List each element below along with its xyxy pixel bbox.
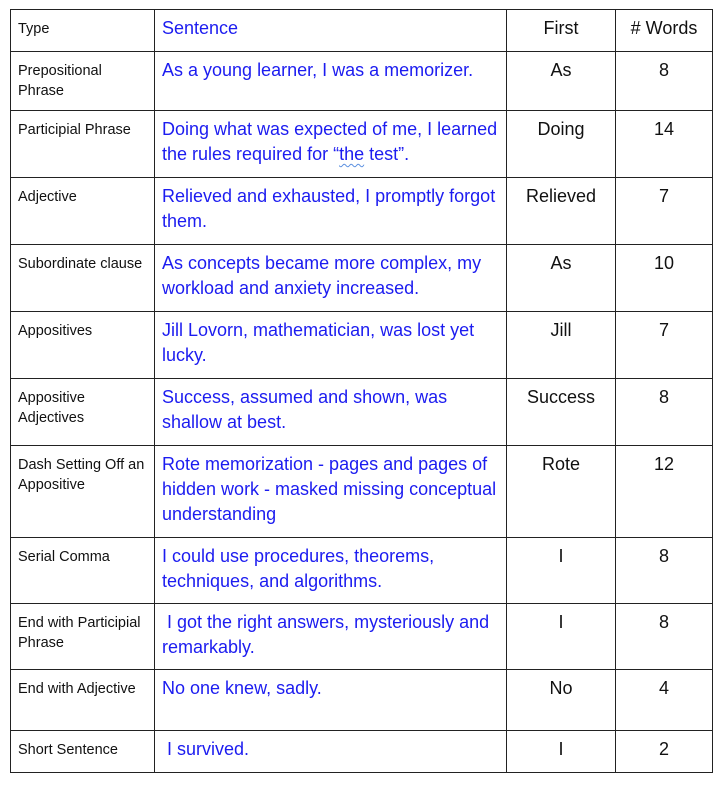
- word-count-cell[interactable]: 8: [616, 538, 713, 604]
- type-cell[interactable]: End with Participial Phrase: [11, 604, 155, 670]
- table-row: [11, 731, 713, 773]
- word-count-cell[interactable]: 4: [616, 670, 713, 731]
- first-word-cell[interactable]: No: [507, 670, 616, 731]
- type-cell[interactable]: Adjective: [11, 178, 155, 245]
- type-cell[interactable]: Short Sentence: [11, 731, 155, 773]
- header-type[interactable]: Type: [11, 10, 155, 52]
- sentence-text: test”.: [364, 144, 410, 164]
- sentence-cell[interactable]: No one knew, sadly.: [155, 670, 507, 731]
- first-word-cell[interactable]: I: [507, 538, 616, 604]
- sentence-cell[interactable]: Success, assumed and shown, was shallow at best.: [155, 379, 507, 446]
- sentence-cell[interactable]: As concepts became more complex, my workload and anxiety increased.: [155, 245, 507, 312]
- word-count-cell[interactable]: 7: [616, 178, 713, 245]
- sentence-cell[interactable]: Jill Lovorn, mathematician, was lost yet lucky.: [155, 312, 507, 379]
- type-cell[interactable]: Subordinate clause: [11, 245, 155, 312]
- table-row: [11, 245, 713, 312]
- first-word-cell[interactable]: Jill: [507, 312, 616, 379]
- sentence-cell[interactable]: Rote memorization - pages and pages of hidden work - masked missing conceptual understanding: [155, 446, 507, 538]
- sentence-cell[interactable]: As a young learner, I was a memorizer.: [155, 52, 507, 111]
- type-cell[interactable]: Dash Setting Off an Appositive: [11, 446, 155, 538]
- table-row: [11, 446, 713, 538]
- spellcheck-flagged-word[interactable]: the: [339, 144, 365, 164]
- type-cell[interactable]: Participial Phrase: [11, 111, 155, 178]
- first-word-cell[interactable]: I: [507, 731, 616, 773]
- type-cell[interactable]: Prepositional Phrase: [11, 52, 155, 111]
- word-count-cell[interactable]: 8: [616, 604, 713, 670]
- header-sentence[interactable]: Sentence: [155, 10, 507, 52]
- word-count-cell[interactable]: 8: [616, 52, 713, 111]
- header-row: [11, 10, 713, 52]
- table-row: [11, 111, 713, 178]
- table-row: [11, 52, 713, 111]
- sentence-cell[interactable]: I could use procedures, theorems, techniques, and algorithms.: [155, 538, 507, 604]
- sentence-cell[interactable]: I got the right answers, mysteriously and remarkably.: [155, 604, 507, 670]
- header-words[interactable]: # Words: [616, 10, 713, 52]
- sentence-cell[interactable]: Relieved and exhausted, I promptly forgot them.: [155, 178, 507, 245]
- word-count-cell[interactable]: 14: [616, 111, 713, 178]
- table-row: [11, 538, 713, 604]
- word-count-cell[interactable]: 8: [616, 379, 713, 446]
- word-count-cell[interactable]: 12: [616, 446, 713, 538]
- type-cell[interactable]: Serial Comma: [11, 538, 155, 604]
- sentence-text: Doing what was expected of me, I learned the rules required for “: [162, 119, 498, 164]
- table-row: [11, 312, 713, 379]
- table-row: [11, 178, 713, 245]
- type-cell[interactable]: Appositive Adjectives: [11, 379, 155, 446]
- first-word-cell[interactable]: As: [507, 245, 616, 312]
- type-cell[interactable]: End with Adjective: [11, 670, 155, 731]
- first-word-cell[interactable]: Doing: [507, 111, 616, 178]
- first-word-cell[interactable]: I: [507, 604, 616, 670]
- sentence-cell[interactable]: I survived.: [155, 731, 507, 773]
- type-cell[interactable]: Appositives: [11, 312, 155, 379]
- word-count-cell[interactable]: 2: [616, 731, 713, 773]
- table-row: [11, 604, 713, 670]
- table-row: [11, 670, 713, 731]
- sentence-types-table: [10, 9, 713, 773]
- first-word-cell[interactable]: Relieved: [507, 178, 616, 245]
- first-word-cell[interactable]: Success: [507, 379, 616, 446]
- word-count-cell[interactable]: 10: [616, 245, 713, 312]
- word-count-cell[interactable]: 7: [616, 312, 713, 379]
- sentence-cell[interactable]: [155, 111, 507, 178]
- table-row: [11, 379, 713, 446]
- header-first[interactable]: First: [507, 10, 616, 52]
- first-word-cell[interactable]: As: [507, 52, 616, 111]
- first-word-cell[interactable]: Rote: [507, 446, 616, 538]
